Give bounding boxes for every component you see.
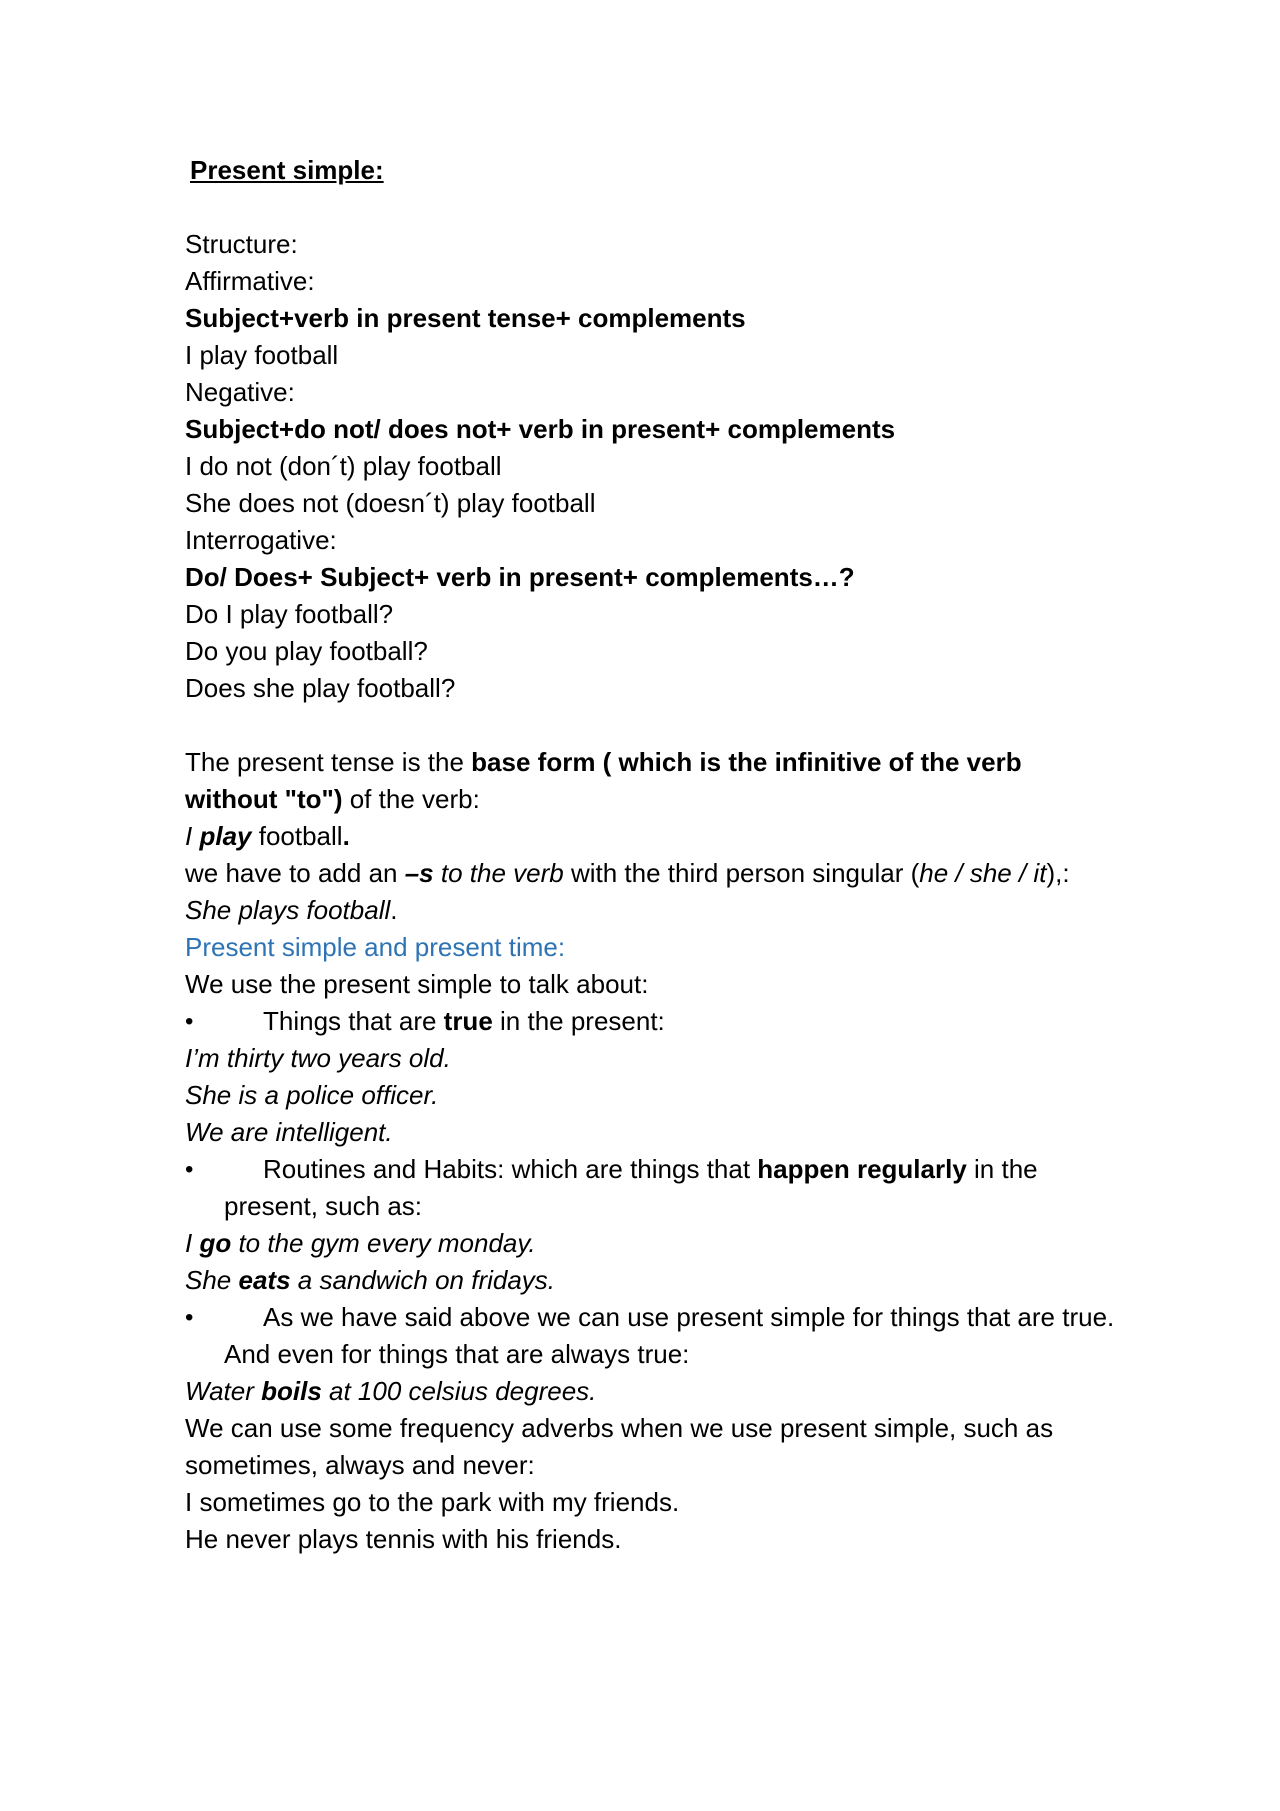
third-person-rule [185,855,1115,892]
negative-example: She does not (doesn´t) play football [185,488,596,518]
structure-label: Structure: [185,229,298,259]
third-person-example [185,892,1115,929]
interrogative-example: Do you play football? [185,636,428,666]
rule-pronouns: he / she / it [919,858,1047,888]
example-rest: to the gym every monday. [231,1228,536,1258]
rule-text: we have to add an [185,858,405,888]
rule-text-2: with the third person singular ( [570,858,920,888]
bullet-example: I’m thirty two years old. [185,1043,451,1073]
bullet-text: As we have said above we can use present simple for things that are true. And even for things that are always true: [224,1302,1115,1369]
base-form-paragraph [185,744,1115,818]
example-rest: football [251,821,343,851]
example-verb: boils [261,1376,322,1406]
example-verb: play [199,821,252,851]
bullet-example [185,1225,1115,1262]
example-verb: eats [238,1265,291,1295]
example-text: She [185,1265,239,1295]
section-intro: We use the present simple to talk about: [185,969,649,999]
bullet-example [185,1262,1115,1299]
interrogative-label: Interrogative: [185,525,337,555]
affirmative-example: I play football [185,340,339,370]
affirmative-label: Affirmative: [185,266,315,296]
frequency-example: I sometimes go to the park with my friends. [185,1487,680,1517]
document-body [185,152,1115,1558]
example-rest: a sandwich on fridays. [290,1265,556,1295]
base-form-bold: base form ( which is the infinitive of the verb without "to") [185,747,1022,814]
bullet-text: Routines and Habits: which are things that [263,1154,758,1184]
base-form-end: of the verb: [342,784,480,814]
bullet-text: Things that are [263,1006,444,1036]
bullet-icon: • [185,1156,194,1183]
bullet-example: We are intelligent. [185,1117,393,1147]
example2-period: . [390,895,398,925]
negative-formula: Subject+do not/ does not+ verb in present+ complements [185,414,896,444]
negative-example: I do not (don´t) play football [185,451,502,481]
interrogative-formula: Do/ Does+ Subject+ verb in present+ complements…? [185,562,855,592]
interrogative-example: Does she play football? [185,673,456,703]
negative-label: Negative: [185,377,295,407]
frequency-adverbs-paragraph: We can use some frequency adverbs when we use present simple, such as sometimes, always and never: [185,1413,1054,1480]
rule-suffix: –s [404,858,434,888]
bullet-icon: • [185,1304,194,1331]
example-text: Water [185,1376,262,1406]
frequency-example: He never plays tennis with his friends. [185,1524,622,1554]
example2-suffix: s [286,895,300,925]
example-period: . [342,821,350,851]
bullet-text-end: in the present, such as: [224,1154,1038,1221]
spacer [185,707,1115,744]
bullet-item [185,1151,1115,1225]
bullet-item [185,1299,1115,1373]
interrogative-example: Do I play football? [185,599,394,629]
bullet-icon: • [185,1008,194,1035]
example-verb: go [199,1228,232,1258]
page-title: Present simple: [190,155,384,185]
example2-rest: football [299,895,391,925]
rule-italic: to the verb [433,858,571,888]
bullet-text-end: in the present: [492,1006,665,1036]
rule-end: ),: [1046,858,1070,888]
example2-text: She play [185,895,287,925]
spacer [185,189,1115,226]
example-subject: I [185,821,193,851]
bullet-bold: true [443,1006,493,1036]
base-form-example [185,818,1115,855]
bullet-item [185,1003,1115,1040]
bullet-example [185,1373,1115,1410]
bullet-bold: happen regularly [757,1154,967,1184]
example-rest: at 100 celsius degrees. [321,1376,597,1406]
section-heading: Present simple and present time: [185,932,566,962]
bullet-example: She is a police officer. [185,1080,439,1110]
example-text: I [185,1228,200,1258]
affirmative-formula: Subject+verb in present tense+ complements [185,303,746,333]
base-form-text: The present tense is the [185,747,472,777]
